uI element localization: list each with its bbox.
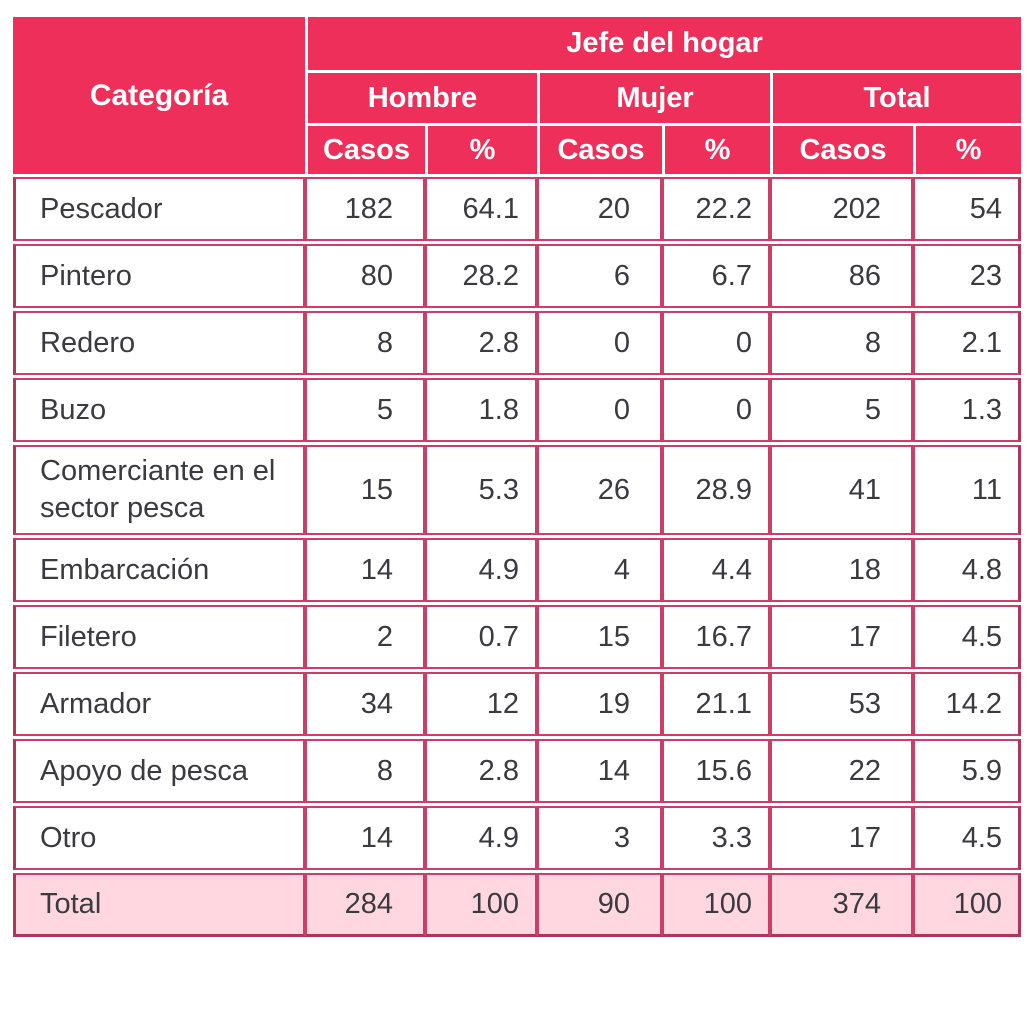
cell-hombre-casos: 80 [305,244,425,308]
cell-total-pct: 5.9 [913,739,1021,803]
cell-total-casos: 53 [770,672,913,736]
cell-total-casos: 5 [770,378,913,442]
row-label: Redero [13,311,305,375]
subheader-hombre: Hombre [305,73,537,123]
row-label: Pintero [13,244,305,308]
table-row-buzo [13,378,1021,442]
table-row-comerciante [13,445,1021,535]
cell-total-casos: 17 [770,605,913,669]
cell-total-casos: 8 [770,311,913,375]
measure-header-pct-mujer: % [662,126,770,174]
measure-header-casos-total: Casos [770,126,913,174]
cell-hombre-pct: 12 [425,672,537,736]
cell-mujer-casos: 0 [537,311,662,375]
cell-mujer-casos: 19 [537,672,662,736]
cell-mujer-casos: 0 [537,378,662,442]
table-row-redero [13,311,1021,375]
subheader-total: Total [770,73,1021,123]
cell-hombre-pct: 28.2 [425,244,537,308]
cell-mujer-pct: 0 [662,311,770,375]
cell-hombre-casos: 8 [305,739,425,803]
table-row-pintero [13,244,1021,308]
cell-mujer-pct: 15.6 [662,739,770,803]
cell-hombre-casos: 5 [305,378,425,442]
row-label: Comerciante en el sector pesca [13,445,305,535]
cell-hombre-pct: 5.3 [425,445,537,535]
table-row-armador [13,672,1021,736]
column-header-categoria: Categoría [13,17,305,174]
cell-mujer-pct: 6.7 [662,244,770,308]
table-row-embarcacion [13,538,1021,602]
table-row-filetero [13,605,1021,669]
cell-hombre-pct: 2.8 [425,739,537,803]
cell-total-pct: 11 [913,445,1021,535]
cell-mujer-pct: 28.9 [662,445,770,535]
row-label: Total [13,873,305,937]
subheader-mujer: Mujer [537,73,770,123]
cell-mujer-pct: 100 [662,873,770,937]
cell-hombre-casos: 8 [305,311,425,375]
data-table [13,14,1021,940]
cell-total-pct: 1.3 [913,378,1021,442]
row-label: Otro [13,806,305,870]
cell-hombre-pct: 4.9 [425,806,537,870]
cell-mujer-pct: 22.2 [662,177,770,241]
cell-hombre-casos: 15 [305,445,425,535]
cell-total-pct: 54 [913,177,1021,241]
cell-mujer-casos: 6 [537,244,662,308]
cell-total-pct: 2.1 [913,311,1021,375]
cell-hombre-pct: 2.8 [425,311,537,375]
group-header-jefe-del-hogar: Jefe del hogar [305,17,1021,70]
row-label: Embarcación [13,538,305,602]
cell-hombre-pct: 0.7 [425,605,537,669]
cell-total-casos: 22 [770,739,913,803]
measure-header-pct-hombre: % [425,126,537,174]
row-label: Pescador [13,177,305,241]
cell-hombre-casos: 14 [305,538,425,602]
cell-mujer-casos: 4 [537,538,662,602]
cell-mujer-casos: 15 [537,605,662,669]
cell-total-casos: 41 [770,445,913,535]
cell-total-pct: 4.5 [913,806,1021,870]
row-label: Buzo [13,378,305,442]
row-label: Apoyo de pesca [13,739,305,803]
cell-mujer-pct: 4.4 [662,538,770,602]
cell-total-pct: 23 [913,244,1021,308]
cell-hombre-casos: 34 [305,672,425,736]
table-row-total [13,873,1021,937]
cell-total-casos: 86 [770,244,913,308]
cell-total-pct: 14.2 [913,672,1021,736]
table-header [13,17,1021,174]
cell-total-pct: 4.8 [913,538,1021,602]
table-body [13,177,1021,937]
measure-header-pct-total: % [913,126,1021,174]
cell-mujer-pct: 21.1 [662,672,770,736]
table-row-pescador [13,177,1021,241]
cell-hombre-casos: 14 [305,806,425,870]
table-row-otro [13,806,1021,870]
cell-total-pct: 100 [913,873,1021,937]
cell-mujer-casos: 14 [537,739,662,803]
cell-total-casos: 202 [770,177,913,241]
cell-mujer-pct: 16.7 [662,605,770,669]
cell-total-casos: 18 [770,538,913,602]
cell-mujer-pct: 0 [662,378,770,442]
measure-header-casos-mujer: Casos [537,126,662,174]
cell-total-pct: 4.5 [913,605,1021,669]
cell-total-casos: 374 [770,873,913,937]
header-row-group [13,17,1021,70]
cell-hombre-casos: 284 [305,873,425,937]
row-label: Filetero [13,605,305,669]
table-row-apoyo [13,739,1021,803]
cell-hombre-pct: 4.9 [425,538,537,602]
measure-header-casos-hombre: Casos [305,126,425,174]
cell-mujer-casos: 3 [537,806,662,870]
cell-mujer-pct: 3.3 [662,806,770,870]
cell-hombre-pct: 64.1 [425,177,537,241]
cell-mujer-casos: 90 [537,873,662,937]
cell-mujer-casos: 26 [537,445,662,535]
cell-hombre-casos: 2 [305,605,425,669]
cell-total-casos: 17 [770,806,913,870]
cell-hombre-pct: 100 [425,873,537,937]
cell-hombre-pct: 1.8 [425,378,537,442]
cell-hombre-casos: 182 [305,177,425,241]
cell-mujer-casos: 20 [537,177,662,241]
row-label: Armador [13,672,305,736]
